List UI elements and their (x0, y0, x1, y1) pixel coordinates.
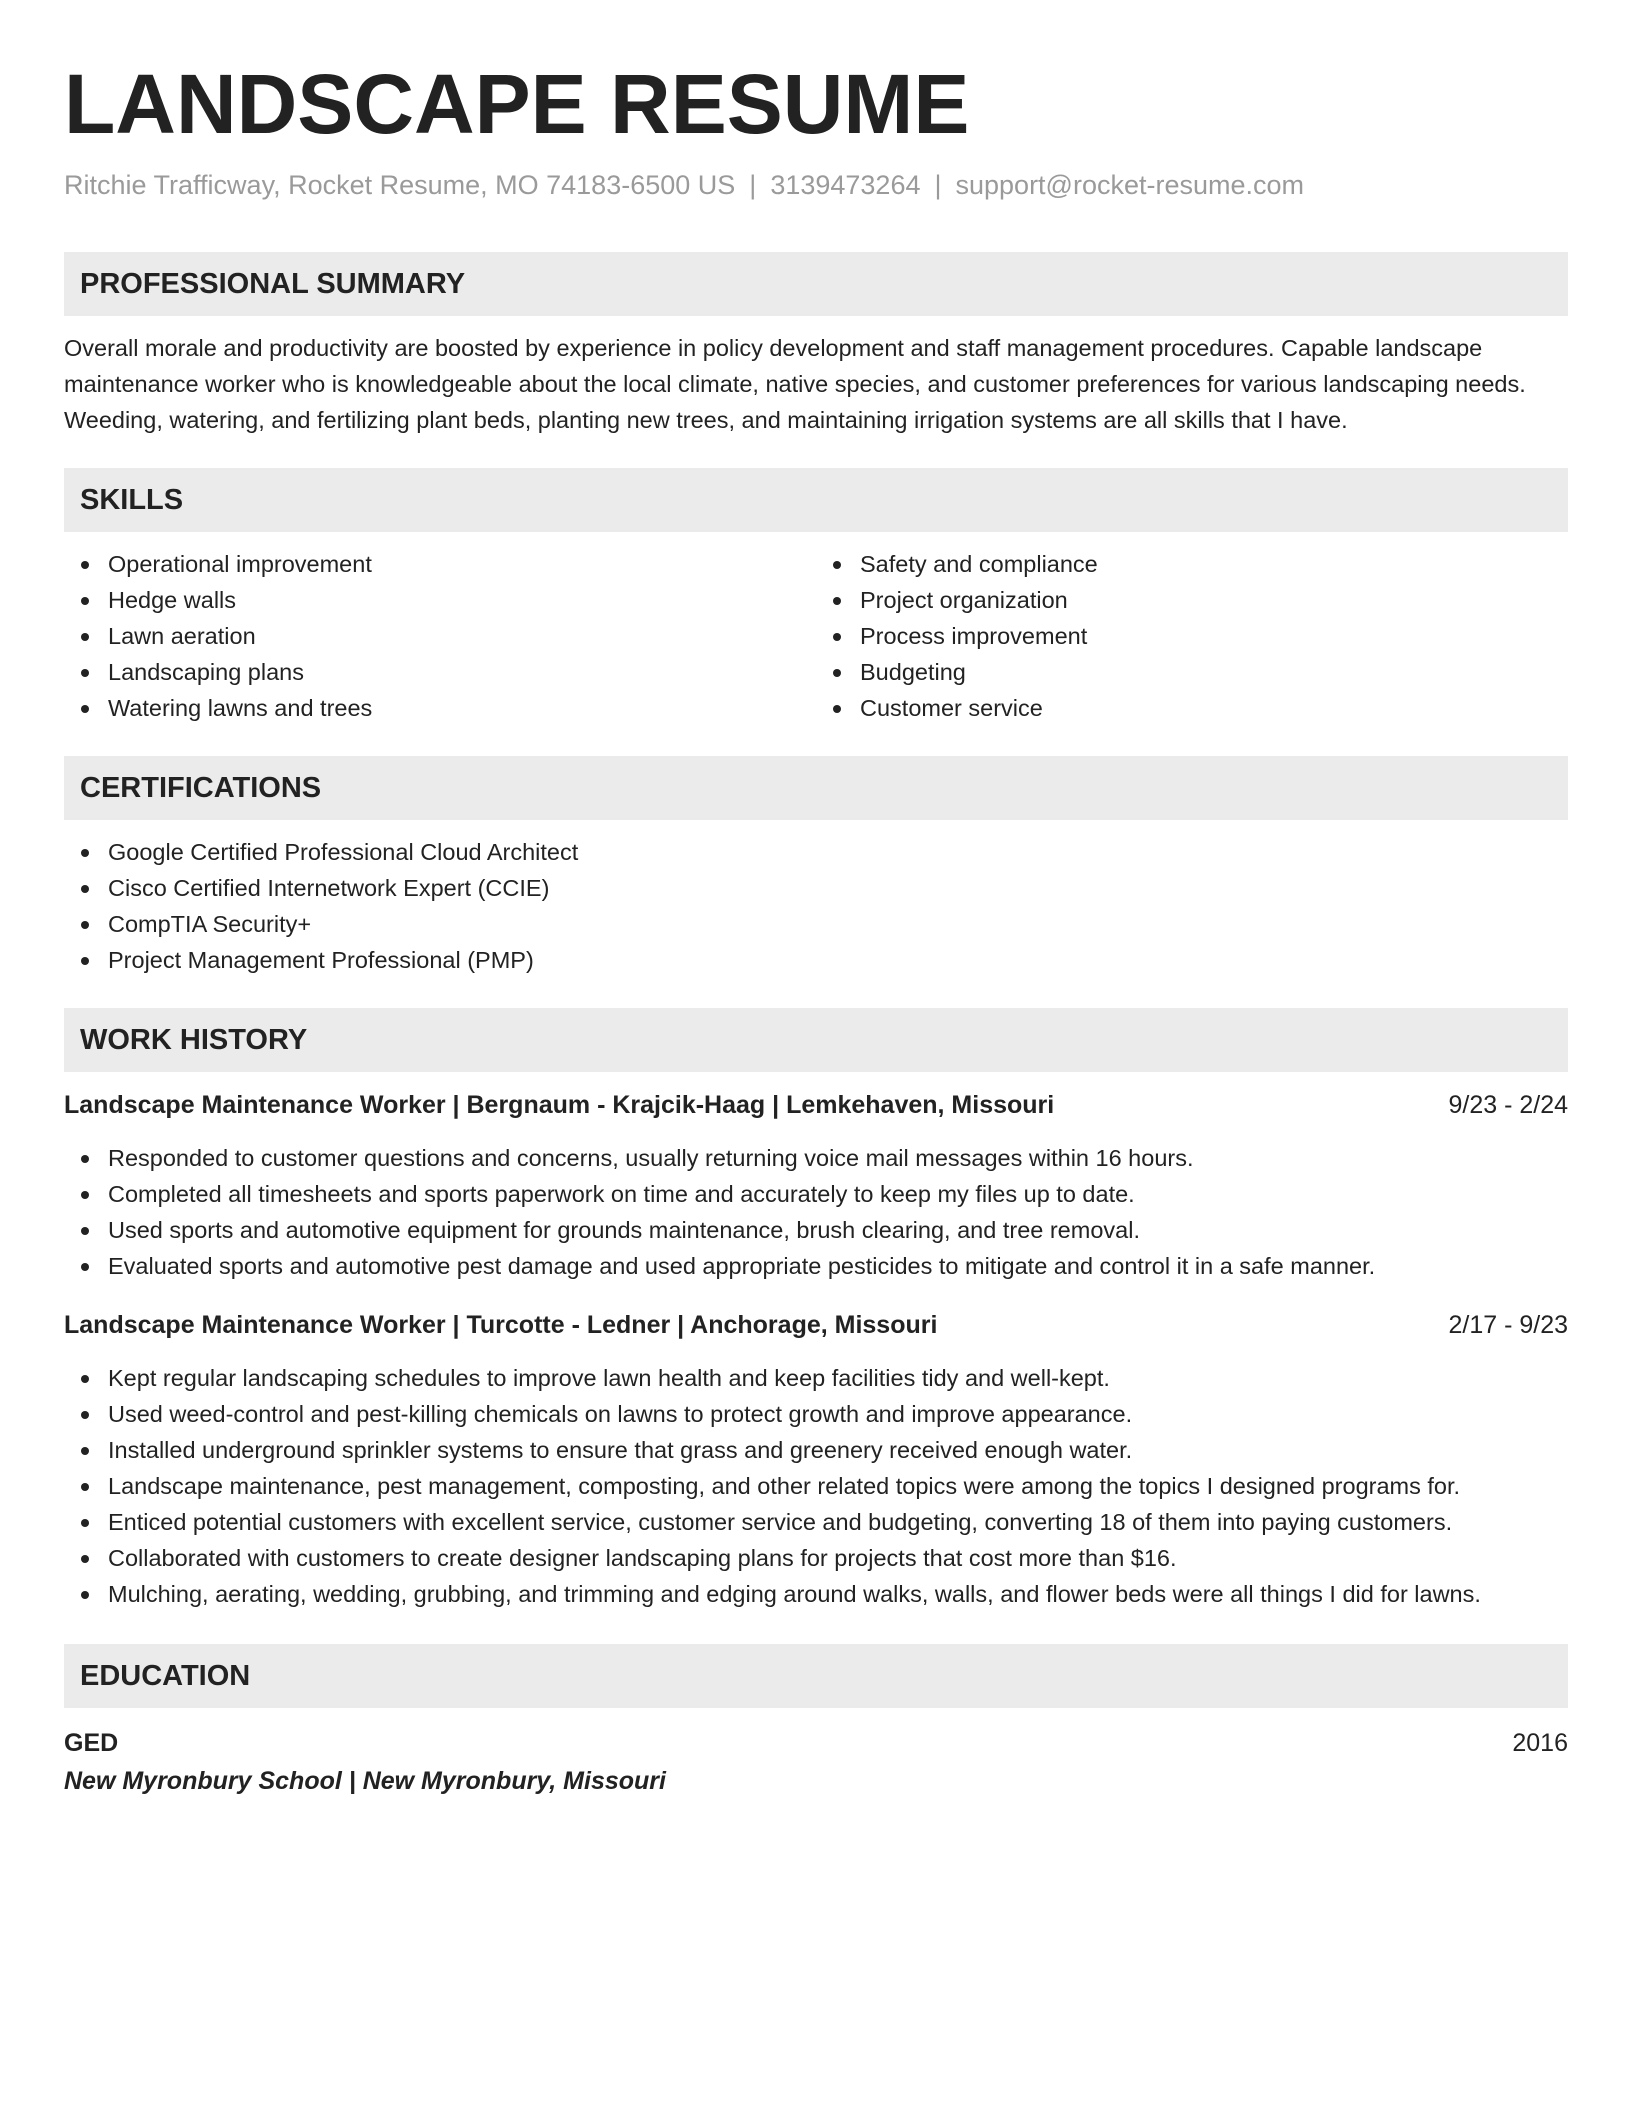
certifications-heading: CERTIFICATIONS (64, 756, 1568, 820)
certification-item: Google Certified Professional Cloud Architect (64, 834, 1568, 870)
education-year: 2016 (1512, 1729, 1568, 1757)
job-title: Landscape Maintenance Worker | Turcotte - Ledner | Anchorage, Missouri (64, 1311, 938, 1339)
skill-item: Customer service (816, 690, 1568, 726)
job-entry (64, 1088, 1568, 1284)
skills-list-right (816, 546, 1568, 726)
contact-phone: 3139473264 (770, 170, 921, 200)
certifications-list (64, 834, 1568, 978)
job-entry (64, 1308, 1568, 1612)
job-title: Landscape Maintenance Worker | Bergnaum - Krajcik-Haag | Lemkehaven, Missouri (64, 1091, 1055, 1119)
contact-separator: | (934, 170, 942, 200)
job-bullet: Landscape maintenance, pest management, composting, and other related topics were among the topics I designed programs for. (64, 1468, 1568, 1504)
job-bullet: Responded to customer questions and concerns, usually returning voice mail messages within 16 hours. (64, 1140, 1568, 1176)
summary-text: Overall morale and productivity are boosted by experience in policy development and staff management procedures. Capable landscape maintenance worker who is knowledgeable about the local climate, native species, and customer preferences for various landscaping needs. Weeding, watering, and fertilizing plant beds, planting new trees, and maintaining irrigation systems are all skills that I have. (64, 335, 1526, 433)
certification-item: Project Management Professional (PMP) (64, 942, 1568, 978)
job-bullets (64, 1360, 1568, 1612)
skill-item: Safety and compliance (816, 546, 1568, 582)
job-bullet: Evaluated sports and automotive pest damage and used appropriate pesticides to mitigate and control it in a safe manner. (64, 1248, 1568, 1284)
education-degree: GED (64, 1729, 119, 1757)
skill-item: Operational improvement (64, 546, 816, 582)
certifications-section (64, 756, 1568, 978)
work-history-heading: WORK HISTORY (64, 1008, 1568, 1072)
job-bullet: Installed underground sprinkler systems to ensure that grass and greenery received enough water. (64, 1432, 1568, 1468)
job-bullet: Used sports and automotive equipment for grounds maintenance, brush clearing, and tree removal. (64, 1212, 1568, 1248)
job-bullet: Kept regular landscaping schedules to improve lawn health and keep facilities tidy and well-kept. (64, 1360, 1568, 1396)
skill-item: Hedge walls (64, 582, 816, 618)
job-header (64, 1308, 1568, 1342)
contact-separator: | (749, 170, 757, 200)
job-bullet: Used weed-control and pest-killing chemicals on lawns to protect growth and improve appearance. (64, 1396, 1568, 1432)
contact-line (64, 168, 1568, 202)
summary-section (64, 252, 1568, 438)
skills-heading: SKILLS (64, 468, 1568, 532)
work-history-section (64, 1008, 1568, 1612)
contact-email[interactable]: support@rocket-resume.com (955, 170, 1305, 200)
job-bullet: Mulching, aerating, wedding, grubbing, and trimming and edging around walks, walls, and flower beds were all things I did for lawns. (64, 1576, 1568, 1612)
education-header (64, 1726, 1568, 1760)
job-header (64, 1088, 1568, 1122)
education-school: New Myronbury School | New Myronbury, Missouri (64, 1767, 666, 1795)
education-heading: EDUCATION (64, 1644, 1568, 1708)
job-bullet: Enticed potential customers with excellent service, customer service and budgeting, converting 18 of them into paying customers. (64, 1504, 1568, 1540)
certification-item: CompTIA Security+ (64, 906, 1568, 942)
job-bullet: Completed all timesheets and sports paperwork on time and accurately to keep my files up to date. (64, 1176, 1568, 1212)
skill-item: Project organization (816, 582, 1568, 618)
skills-grid (64, 546, 1568, 726)
skill-item: Lawn aeration (64, 618, 816, 654)
skill-item: Landscaping plans (64, 654, 816, 690)
education-section (64, 1644, 1568, 1798)
skills-section (64, 468, 1568, 726)
skill-item: Process improvement (816, 618, 1568, 654)
summary-heading: PROFESSIONAL SUMMARY (64, 252, 1568, 316)
job-dates: 2/17 - 9/23 (1448, 1311, 1568, 1339)
skills-list-left (64, 546, 816, 726)
job-dates: 9/23 - 2/24 (1448, 1091, 1568, 1119)
resume-title: LANDSCAPE RESUME (64, 57, 970, 151)
skill-item: Watering lawns and trees (64, 690, 816, 726)
contact-address: Ritchie Trafficway, Rocket Resume, MO 74183-6500 US (64, 170, 736, 200)
certification-item: Cisco Certified Internetwork Expert (CCIE) (64, 870, 1568, 906)
job-bullets (64, 1140, 1568, 1284)
skill-item: Budgeting (816, 654, 1568, 690)
job-bullet: Collaborated with customers to create designer landscaping plans for projects that cost more than $16. (64, 1540, 1568, 1576)
